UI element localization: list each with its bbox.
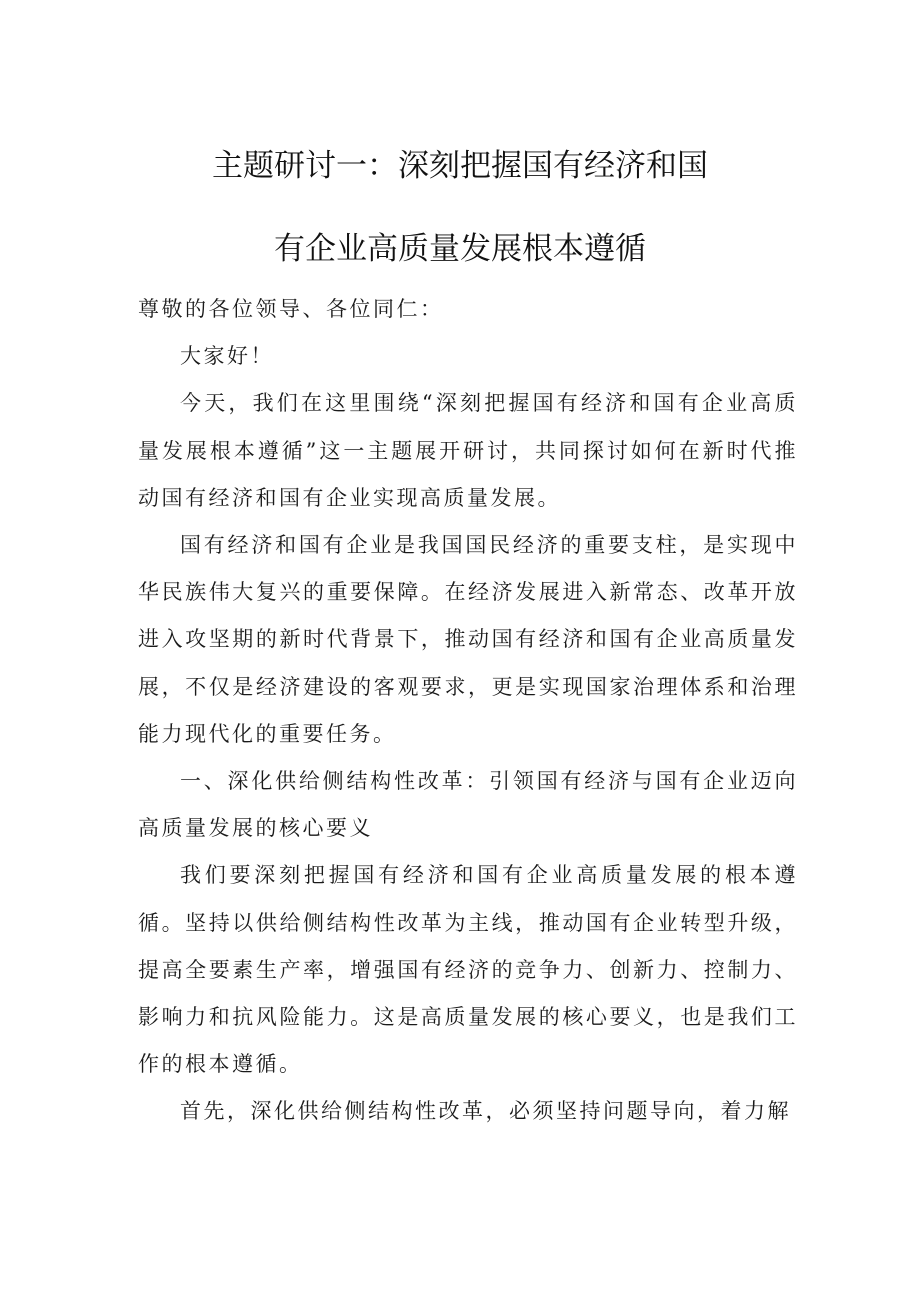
- section-heading: 一、深化供给侧结构性改革：引领国有经济与国有企业迈向高质量发展的核心要义: [138, 769, 798, 841]
- document-body: [138, 286, 798, 1136]
- paragraph-section-1: 我们要深刻把握国有经济和国有企业高质量发展的根本遵循。坚持以供给侧结构性改革为主线，推动国有企业转型升级，提高全要素生产率，增强国有经济的竞争力、创新力、控制力、影响力和抗风险能力。这是高质量发展的核心要义，也是我们工作的根本遵循。: [138, 863, 798, 1077]
- paragraph-intro: 今天，我们在这里围绕“深刻把握国有经济和国有企业高质量发展根本遵循”这一主题展开研讨，共同探讨如何在新时代推动国有经济和国有企业实现高质量发展。: [138, 391, 798, 510]
- greeting: 大家好！: [180, 344, 274, 369]
- paragraph-background: 国有经济和国有企业是我国国民经济的重要支柱，是实现中华民族伟大复兴的重要保障。在经济发展进入新常态、改革开放进入攻坚期的新时代背景下，推动国有经济和国有企业高质量发展，不仅是经济建设的客观要求，更是实现国家治理体系和治理能力现代化的重要任务。: [138, 533, 798, 746]
- salutation: 尊敬的各位领导、各位同仁：: [138, 297, 444, 321]
- paragraph-section-2: 首先，深化供给侧结构性改革，必须坚持问题导向，着力解: [180, 1099, 791, 1124]
- document-title-line-1: 主题研讨一：深刻把握国有经济和国: [212, 148, 708, 184]
- document-title-line-2: 有企业高质量发展根本遵循: [274, 231, 646, 267]
